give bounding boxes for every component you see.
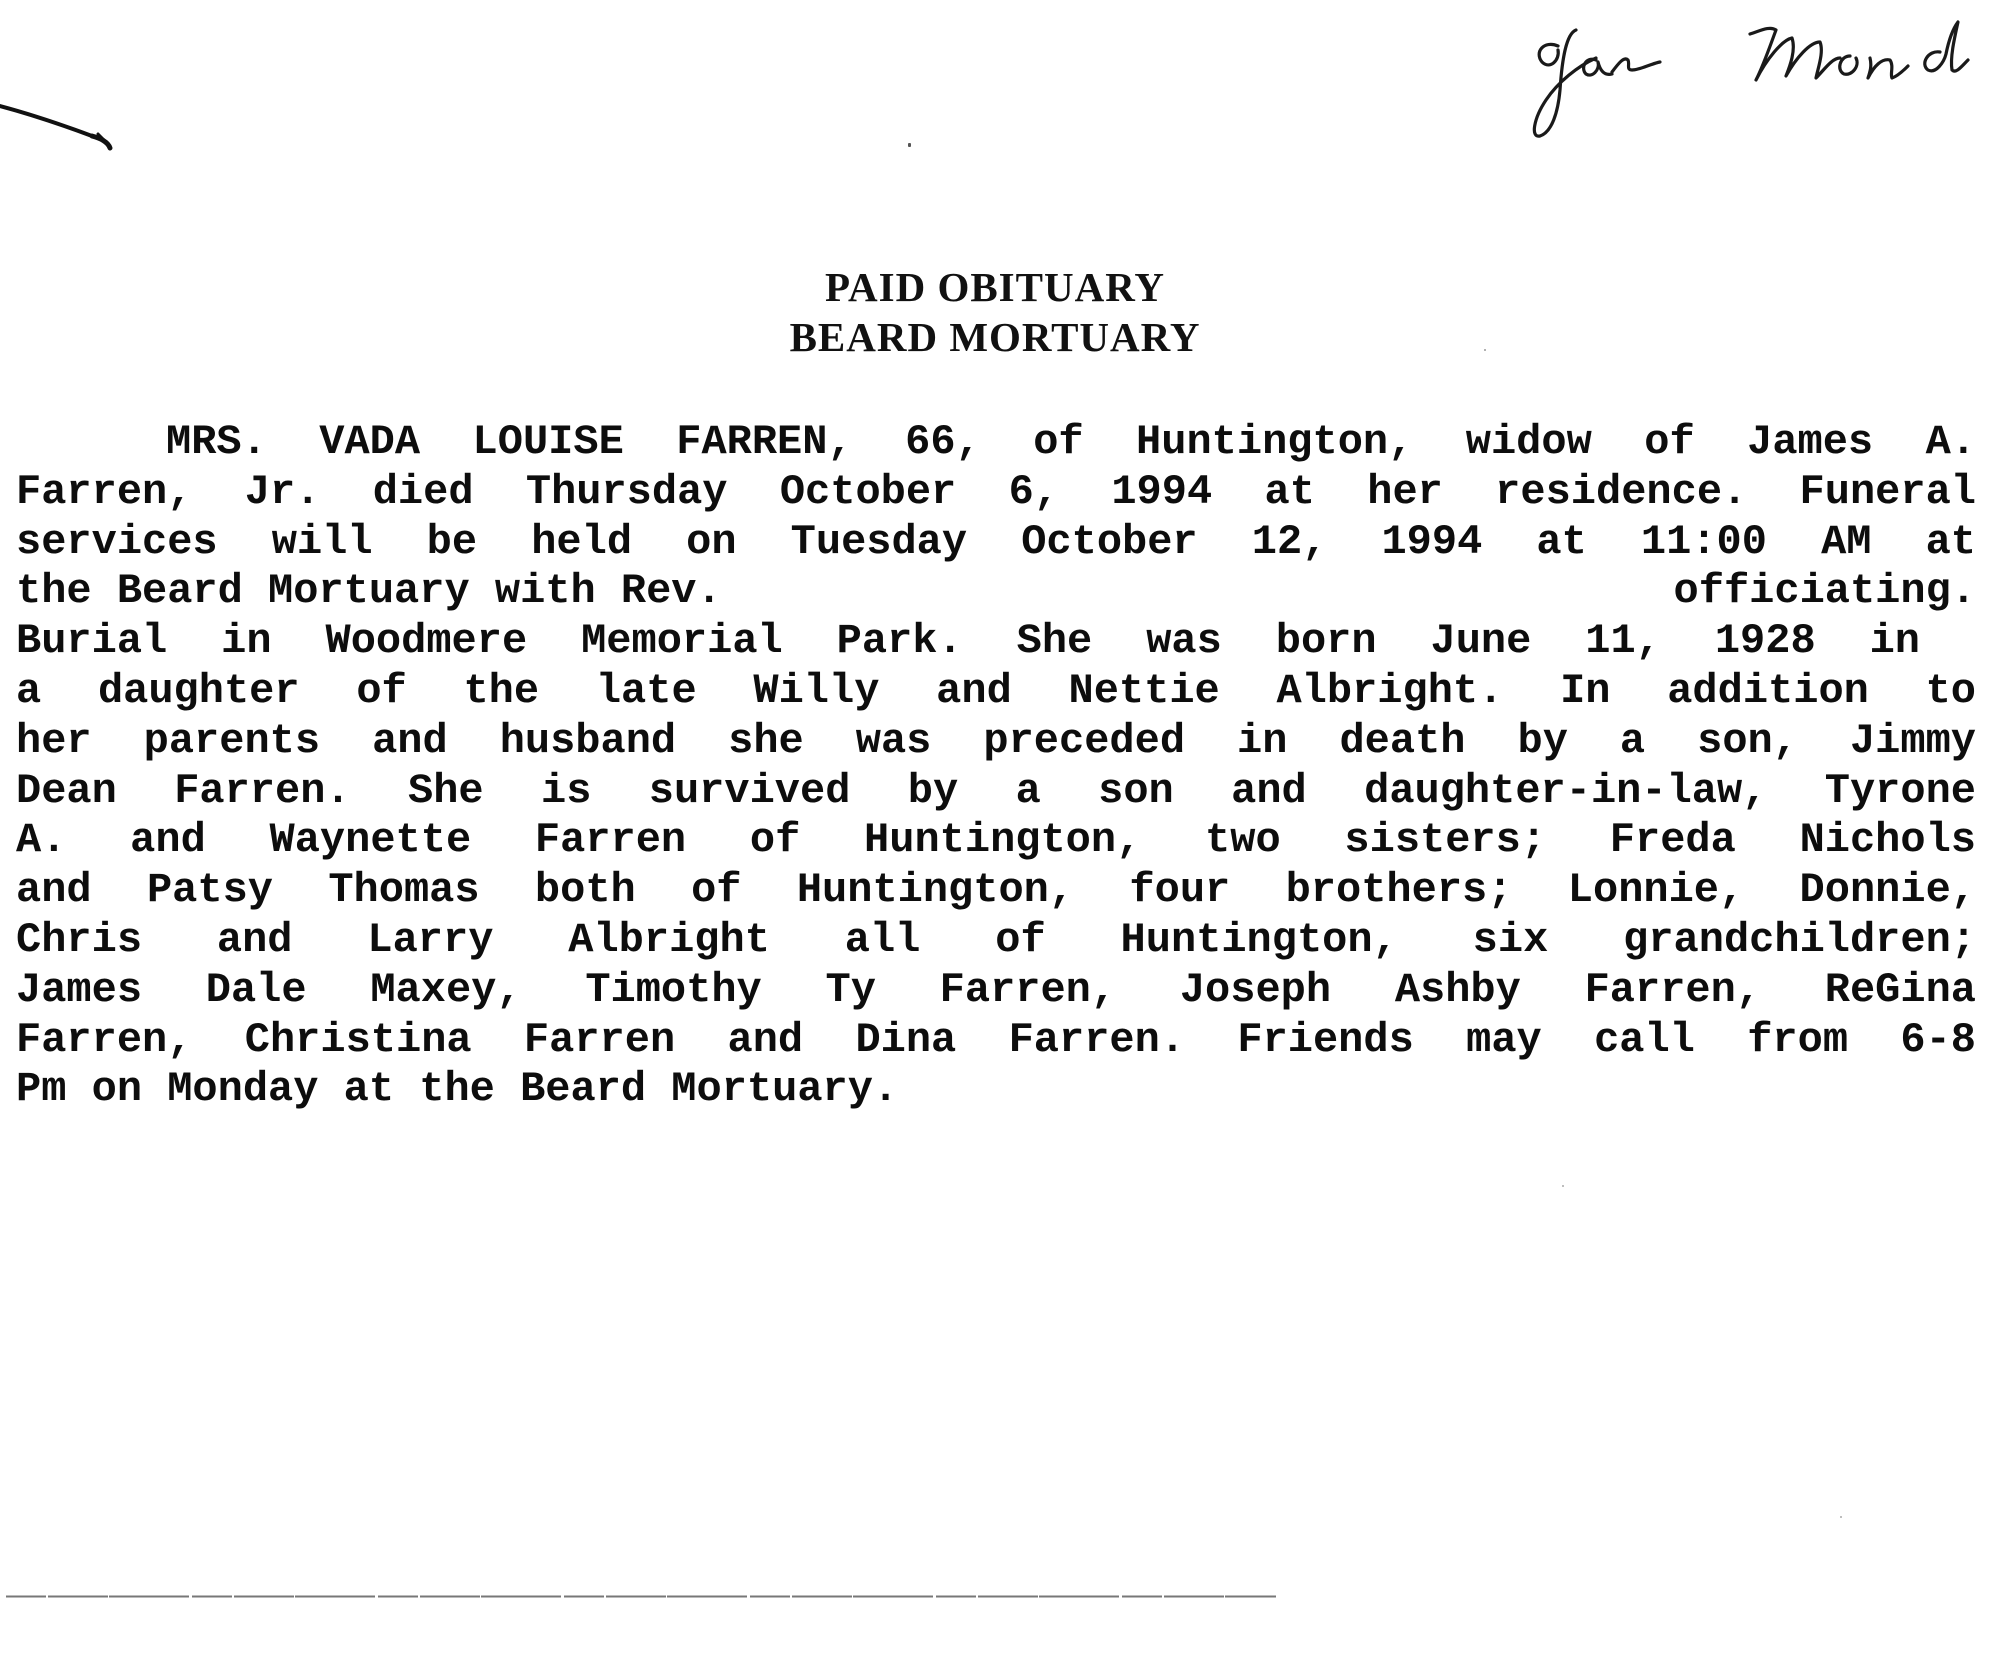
text-line: Farren, Jr. died Thursday October 6, 1994 at her residence. Funeral	[16, 467, 1976, 516]
bottom-rule	[6, 1595, 1276, 1598]
text-line: Pm on Monday at the Beard Mortuary.	[16, 1065, 899, 1114]
text-line: a daughter of the late Willy and Nettie Albright. In addition to	[16, 666, 1976, 715]
text-line	[16, 567, 1976, 617]
text-fragment: the Beard Mortuary with Rev.	[16, 567, 722, 616]
pen-mark	[0, 90, 130, 170]
text-line: Dean Farren. She is survived by a son and daughter-in-law, Tyrone	[16, 766, 1976, 815]
obituary-header	[0, 262, 1990, 362]
text-fragment: officiating.	[1673, 567, 1976, 616]
obituary-body	[16, 418, 1976, 1115]
text-line: Farren, Christina Farren and Dina Farren. Friends may call from 6-8	[16, 1015, 1976, 1064]
text-line: James Dale Maxey, Timothy Ty Farren, Joseph Ashby Farren, ReGina	[16, 965, 1976, 1014]
paper-speck	[1840, 1516, 1842, 1518]
text-line: Chris and Larry Albright all of Huntington, six grandchildren;	[16, 915, 1976, 964]
paper-speck	[1562, 1185, 1564, 1187]
text-line: and Patsy Thomas both of Huntington, four brothers; Lonnie, Donnie,	[16, 866, 1976, 915]
header-subtitle: BEARD MORTUARY	[789, 314, 1201, 360]
header-title: PAID OBITUARY	[825, 264, 1165, 310]
text-line: MRS. VADA LOUISE FARREN, 66, of Huntington, widow of James A.	[166, 418, 1976, 466]
text-line: Burial in Woodmere Memorial Park. She was born June 11, 1928 in	[16, 617, 1920, 666]
text-line: services will be held on Tuesday October 12, 1994 at 11:00 AM at	[16, 517, 1976, 566]
paper-speck	[908, 143, 911, 147]
text-line: her parents and husband she was preceded in death by a son, Jimmy	[16, 716, 1976, 765]
text-line: A. and Waynette Farren of Huntington, two sisters; Freda Nichols	[16, 816, 1976, 865]
handwritten-note	[1500, 0, 2000, 150]
